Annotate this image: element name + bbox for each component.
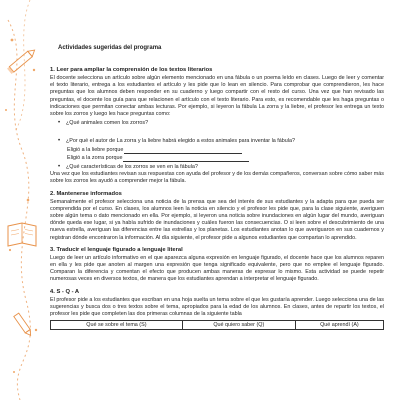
section-3 [50,246,384,284]
section-title: 3. Traducir el lenguaje figurado a lenguaje literal [50,246,183,253]
document-title: Actividades sugeridas del programa [58,45,162,51]
kwl-table [50,320,384,330]
margin-doodles [0,0,46,400]
section-paragraph: Semanalmente el profesor selecciona una noticia de la prensa que sea del interés de sus estudiantes y la adapta para que pueda ser comprendida por el curso. En clases, los alumnos leen la noticia en silencio y el profesor les pide que, para la clase siguiente, averiguen sobre algún tema o dato mencionado en ella. Por ejemplo, si leyeron una noticia sobre inundaciones en algún lugar del mundo, averiguan dónde queda ese lugar, si ya había sufrido de inundaciones y cuáles fueron las consecuencias. O si leen sobre el descubrimiento de una nueva estrella, averiguan las diferencias entre las estrellas y los planetas. Los estudiantes anotan lo que averiguaron en sus cuadernos y registran dónde encontraron la información. Al día siguiente, el profesor pide a algunos estudiantes que compartan lo aprendido. [50,198,384,241]
table-header-row [51,321,384,330]
document-body [50,44,384,330]
section-paragraph: El profesor pide a los estudiantes que escriban en una hoja suelta un tema sobre el que les gustaría aprender. Luego selecciona una de las sugerencias y busca dos o tres textos sobre el tema, apropiados para la edad de los alumnos. En clases, antes de repartir los textos, el profesor les pide que completen las dos primeras columnas de la siguiente tabla [50,296,384,318]
pencil-icon [7,47,37,74]
list-item: • ¿Qué características de los zorros se ven en la fábula? [58,164,198,171]
bullet-icon: • [58,138,61,145]
list-item: • ¿Qué animales comen los zorros? [58,120,149,127]
section-title: 1. Leer para ampliar la comprensión de los textos literarios [50,67,213,73]
table-header-cell: Qué se sobre el tema (S) [51,321,183,330]
list-item: • ¿Por qué el autor de La zorra y la liebre habrá elegido a estos animales para inventar la fábula? [58,138,295,145]
table-header-cell: Qué quiero saber (Q) [182,321,295,330]
bullet-icon: • [58,120,61,127]
section-paragraph: El docente selecciona un artículo sobre algún elemento mencionado en una fábula o un poema leído en clases. Luego de leer y comentar el texto literario, entrega a los estudiantes el artículo y les pide que lo lean en silencio. Para comprobar que comprendieron, les hace preguntas que los alumnos deben responder en su cuaderno y luego compartir con el resto del curso. Una vez que han revisado las preguntas, el docente los guía para que relacionen el artículo con el texto literario. Para esto, es recomendable que les haga preguntas o indicaciones que permitan conectar ambas lecturas. Por ejemplo, si leyeron la fábula La zorra y la liebre, el profesor les entrega un texto sobre los zorros y luego les hace preguntas como: [50,75,384,118]
section-closing: Una vez que los estudiantes revisan sus respuestas con ayuda del profesor y de los demás compañeros, conversan sobre cómo saber más sobre los zorros les ayudó a comprender mejor la fábula. [50,171,384,185]
section-paragraph: Luego de leer un artículo informativo en el que aparezca alguna expresión en lenguaje figurado, el docente hace que los alumnos reparen en ella y les pide que anoten al margen una expresión que tenga significado equivalente, pero que no emplee el lenguaje figurado. Comparan la diferencia y comentan el efecto que producen ambas maneras de expresar lo mismo. Esta actividad se puede repetir numerosas veces en diversos textos, de manera que los estudiantes aprendan a interpretar el lenguaje figurado. [50,254,384,283]
bullet-icon: • [58,164,61,171]
answer-line: Eligió a la zorra porque [50,155,384,162]
decorative-margin [0,0,46,400]
section-1 [50,66,384,186]
blank-rule [124,147,242,154]
pencil-icon [14,313,33,337]
section-title: 2. Mantenerse informados [50,190,122,197]
section-title: 4. S - Q - A [50,288,80,295]
blank-rule [123,155,249,162]
answer-line: Eligió a la liebre porque [50,147,384,154]
table-header-cell: Qué aprendí (A) [295,321,383,330]
section-2 [50,190,384,242]
book-icon [8,223,36,246]
section-4 [50,288,384,331]
